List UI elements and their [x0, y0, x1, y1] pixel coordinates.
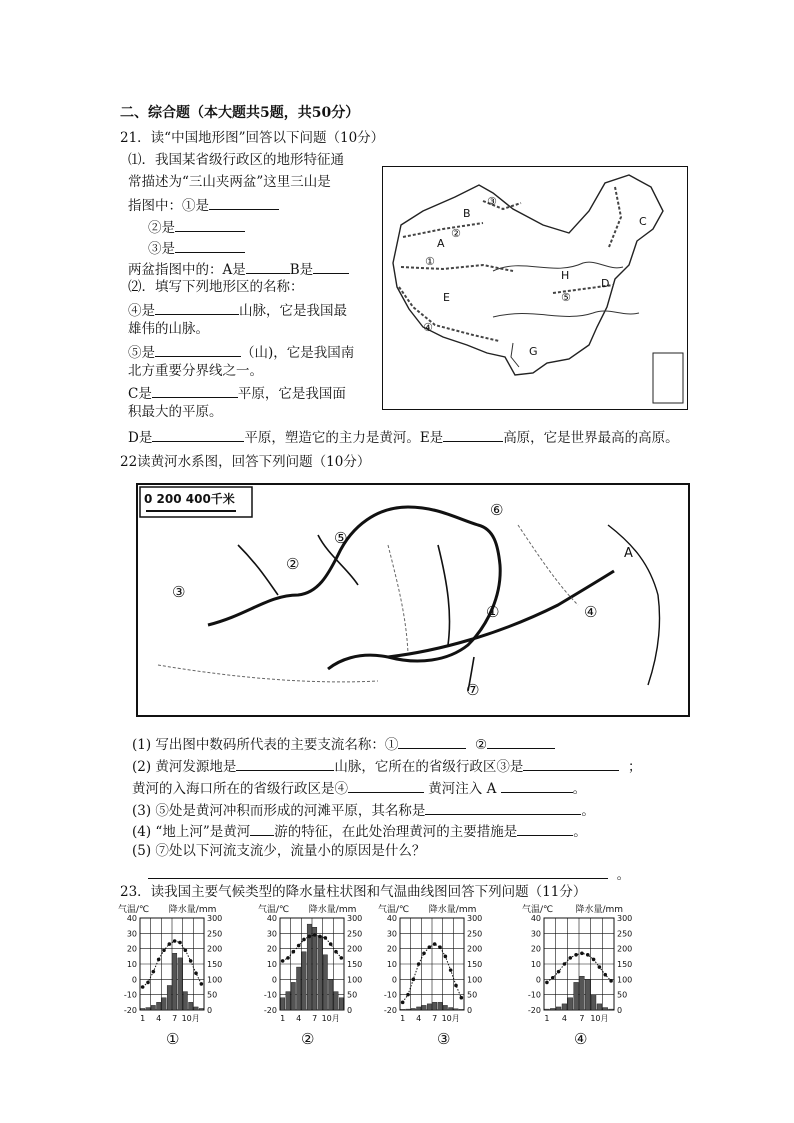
q22-p3b: 黄河注入 A: [428, 781, 497, 797]
tick-label-temp: 20: [266, 944, 277, 954]
q21-line5: [148, 240, 245, 257]
answer-blank[interactable]: [236, 758, 334, 771]
answer-blank[interactable]: [523, 758, 619, 771]
x-tick-label: 7: [432, 1014, 438, 1023]
china-terrain-map-drawing: [383, 167, 687, 409]
yellow-river-lower: [388, 571, 614, 657]
q22-part4: [132, 802, 595, 819]
q21-line6a: 两盆指图中的：A是: [128, 262, 246, 278]
tick-label-temp: 20: [126, 944, 137, 954]
climate-chart-4: [522, 902, 638, 1024]
q22-part7: [148, 866, 630, 883]
answer-blank[interactable]: [175, 240, 245, 253]
q22-p1b: ②: [475, 737, 488, 753]
x-tick-label: 10月: [181, 1014, 200, 1023]
q22-p5b: 游的特征，在此处治理黄河的主要措施是: [274, 824, 518, 840]
precip-bar: [603, 1008, 608, 1010]
temp-point: [292, 950, 296, 954]
temp-point: [422, 951, 426, 955]
q21-title: 21．读“中国地形图”回答以下问题（10分）: [120, 130, 385, 146]
tick-label-precip: 300: [467, 914, 483, 923]
precip-bar: [189, 1002, 193, 1010]
tick-label-precip: 250: [467, 929, 483, 939]
x-tick-label: 1: [280, 1014, 286, 1023]
precip-bar: [146, 1008, 150, 1010]
answer-blank[interactable]: [313, 261, 349, 274]
q21-line4-text: ②是: [148, 220, 175, 236]
tick-label-precip: 300: [347, 914, 363, 923]
map-label-A: A: [437, 237, 445, 250]
temp-point: [302, 938, 306, 942]
tick-label-precip: 200: [467, 944, 483, 954]
tick-label-precip: 100: [617, 975, 633, 985]
answer-blank[interactable]: [487, 736, 555, 749]
map-label-G: G: [529, 345, 538, 358]
q21-line6: [128, 261, 349, 278]
temp-point: [551, 976, 555, 980]
temp-point: [313, 933, 317, 937]
temp-point: [460, 996, 464, 1000]
q21-line1: ⑴．我国某省级行政区的地形特征通: [128, 152, 344, 168]
precip-bar: [183, 992, 187, 1010]
temp-point: [444, 955, 448, 959]
precip-bar: [609, 1009, 614, 1010]
q22-p3c: 。: [572, 781, 587, 797]
q22-part2: [132, 758, 642, 775]
precip-bar: [178, 958, 182, 1010]
tick-label-precip: 250: [617, 929, 633, 939]
tick-label-precip: 200: [347, 944, 363, 954]
axis-title-temp: 气温/℃: [522, 905, 554, 915]
map-label-3: ③: [487, 195, 497, 208]
temp-point: [308, 935, 312, 939]
map-label-2: ②: [451, 227, 461, 240]
q21-line11: 北方重要分界线之一。: [128, 363, 263, 379]
temp-point: [194, 971, 198, 975]
precip-bar: [281, 998, 285, 1010]
tick-label-temp: 30: [126, 929, 137, 939]
tick-label-precip: 200: [207, 944, 223, 954]
tick-label-precip: 0: [617, 1006, 623, 1015]
yellow-river-map: [136, 483, 690, 717]
axis-title-precip: 降水量/mm: [168, 905, 217, 915]
tick-label-precip: 0: [467, 1006, 473, 1015]
axis-title-precip: 降水量/mm: [308, 905, 357, 915]
axis-title-temp: 气温/℃: [258, 905, 290, 915]
q21-line14: [128, 429, 679, 446]
q22-p7: 。: [616, 867, 631, 883]
precip-bar: [438, 1002, 442, 1010]
tick-label-temp: -10: [383, 990, 397, 1000]
temp-point: [557, 970, 561, 974]
mountain-range-ne: [609, 187, 621, 247]
south-sea-inset: [653, 353, 683, 403]
precip-bar: [339, 998, 343, 1010]
map-label-4: ④: [423, 321, 433, 334]
province-border: [388, 545, 408, 653]
tick-label-precip: 150: [207, 960, 223, 969]
province-border: [518, 525, 578, 605]
temp-point: [574, 953, 578, 957]
precip-bar: [194, 1007, 198, 1010]
river-label-4: ④: [584, 603, 598, 621]
river-label-7: ⑦: [466, 681, 480, 699]
temp-point: [318, 935, 322, 939]
q21-line14c: 高原，它是世界最高的高原。: [503, 430, 679, 446]
temp-point: [189, 959, 193, 963]
temp-point: [173, 939, 177, 943]
x-tick-label: 10月: [321, 1014, 340, 1023]
q22-part5: [132, 823, 587, 840]
chart-caption-1: ①: [166, 1030, 180, 1048]
q21-line6b: B是: [289, 262, 314, 278]
precip-bar: [313, 927, 317, 1010]
tick-label-temp: -10: [123, 990, 137, 1000]
x-tick-label: 7: [579, 1014, 585, 1023]
answer-blank[interactable]: [398, 736, 466, 749]
tick-label-temp: 20: [386, 944, 397, 954]
temp-point: [401, 1001, 405, 1005]
tick-label-precip: 300: [617, 914, 633, 923]
axis-title-temp: 气温/℃: [118, 905, 150, 915]
map-label-H: H: [561, 269, 570, 282]
temp-point: [200, 982, 204, 986]
tick-label-temp: 30: [530, 929, 541, 939]
precip-bar: [550, 1008, 555, 1010]
answer-blank[interactable]: [155, 302, 239, 315]
river-sw: [511, 343, 519, 367]
q22-title: 22读黄河水系图，回答下列问题（10分）: [120, 454, 371, 470]
precip-bar: [323, 955, 327, 1010]
precip-bar: [597, 1004, 602, 1010]
q21-line10b: （山)，它是我国南: [241, 345, 355, 361]
precip-bar: [459, 1009, 463, 1010]
answer-blank[interactable]: [152, 385, 238, 398]
temp-point: [412, 978, 416, 982]
precip-bar: [329, 979, 333, 1010]
precip-bar: [411, 1008, 415, 1010]
precip-bar: [443, 1005, 447, 1010]
temp-point: [592, 958, 596, 962]
precip-bar: [591, 995, 596, 1010]
tick-label-temp: 40: [530, 914, 541, 923]
map-label-B: B: [463, 207, 471, 220]
tick-label-precip: 50: [347, 990, 358, 1000]
tick-label-temp: 30: [266, 929, 277, 939]
x-tick-label: 1: [544, 1014, 550, 1023]
x-tick-label: 4: [296, 1014, 302, 1023]
tick-label-temp: 20: [530, 944, 541, 954]
q21-line8a: ④是: [128, 303, 155, 319]
q21-line8b: 山脉，它是我国最: [239, 303, 347, 319]
precip-bar: [162, 998, 166, 1010]
q21-line12a: C是: [128, 386, 152, 402]
x-tick-label: 4: [416, 1014, 422, 1023]
answer-blank[interactable]: [443, 429, 503, 442]
q22-p1a: (1) 写出图中数码所代表的主要支流名称：①: [132, 737, 399, 753]
tick-label-precip: 250: [207, 929, 223, 939]
x-tick-label: 4: [561, 1014, 567, 1023]
precip-bar: [151, 1005, 155, 1010]
tick-label-temp: 0: [535, 975, 541, 985]
q22-p5a: (4) “地上河”是黄河: [132, 824, 251, 840]
tick-label-precip: 50: [617, 990, 628, 1000]
tick-label-temp: 10: [386, 960, 397, 969]
map-label-1: ①: [425, 255, 435, 268]
province-border: [158, 665, 378, 682]
precip-bar: [141, 1008, 145, 1010]
precip-bar: [157, 1002, 161, 1010]
precip-bar: [302, 952, 306, 1010]
precip-bar: [291, 982, 295, 1010]
precip-bar: [173, 953, 177, 1010]
precip-bar: [297, 967, 301, 1010]
precip-bar: [449, 1008, 453, 1010]
temp-point: [545, 981, 549, 985]
answer-blank[interactable]: [348, 780, 424, 793]
x-tick-label: 1: [400, 1014, 406, 1023]
temp-point: [449, 968, 453, 972]
temp-point: [281, 959, 285, 963]
tick-label-temp: 40: [266, 914, 277, 923]
yellow-river-map-drawing: [138, 485, 688, 715]
x-tick-label: 10月: [441, 1014, 460, 1023]
q22-part6: (5) ⑦处以下河流支流少，流量小的原因是什么？: [132, 843, 426, 859]
tick-label-temp: 10: [126, 960, 137, 969]
river-label-5: ⑤: [334, 529, 348, 547]
river-label-2: ②: [286, 555, 300, 573]
precip-bar: [318, 936, 322, 1010]
tick-label-temp: -20: [527, 1006, 541, 1015]
q22-p2a: (2) 黄河发源地是: [132, 759, 237, 775]
precip-bar: [580, 976, 585, 1010]
tick-label-precip: 150: [617, 960, 633, 969]
precip-bar: [574, 982, 579, 1010]
tick-label-temp: 10: [266, 960, 277, 969]
q21-line10a: ⑤是: [128, 345, 155, 361]
precip-bar: [286, 992, 290, 1010]
answer-blank[interactable]: [425, 802, 581, 815]
q22-p5c: 。: [573, 824, 587, 840]
temp-point: [184, 948, 188, 952]
temp-point: [168, 942, 172, 946]
temp-point: [454, 984, 458, 988]
precip-bar: [417, 1007, 421, 1010]
q23-title: 23．读我国主要气候类型的降水量柱状图和气温曲线图回答下列问题（11分）: [120, 884, 587, 900]
tick-label-temp: 0: [271, 975, 277, 985]
river-label-A: A: [624, 546, 633, 561]
temp-point: [438, 945, 442, 949]
tick-label-temp: -10: [527, 990, 541, 1000]
river-label-3: ③: [172, 583, 186, 601]
temp-point: [609, 979, 613, 983]
answer-blank[interactable]: [501, 780, 573, 793]
climate-chart-3-svg: [378, 902, 488, 1024]
precip-bar: [334, 992, 338, 1010]
q22-p2c: ；: [628, 759, 642, 775]
tick-label-temp: 0: [131, 975, 137, 985]
climate-chart-1-svg: [118, 902, 228, 1024]
temp-point: [586, 953, 590, 957]
tick-label-precip: 300: [207, 914, 223, 923]
temp-point: [563, 962, 567, 966]
answer-blank[interactable]: [246, 261, 290, 274]
tick-label-precip: 200: [617, 944, 633, 954]
answer-blank[interactable]: [250, 823, 274, 836]
tick-label-precip: 100: [467, 975, 483, 985]
yellow-river-line: [493, 262, 623, 271]
temp-point: [428, 945, 432, 949]
map-label-E: E: [443, 291, 450, 304]
temp-point: [324, 936, 328, 940]
q21-line2: 常描述为“三山夹两盆”这里三山是: [128, 174, 331, 190]
answer-blank[interactable]: [155, 344, 241, 357]
temp-point: [286, 956, 290, 960]
temp-point: [329, 942, 333, 946]
tick-label-temp: 10: [530, 960, 541, 969]
tick-label-precip: 150: [347, 960, 363, 969]
tick-label-precip: 250: [347, 929, 363, 939]
river-label-1: ①: [486, 603, 500, 621]
scale-text: 0 200 400千米: [144, 492, 235, 506]
x-tick-label: 7: [172, 1014, 178, 1023]
temp-point: [598, 965, 602, 969]
x-tick-label: 10月: [590, 1014, 609, 1023]
map-label-C: C: [639, 215, 647, 228]
axis-title-temp: 气温/℃: [378, 905, 410, 915]
q21-line10: [128, 344, 354, 361]
temp-point: [406, 993, 410, 997]
china-terrain-map: [382, 166, 688, 410]
tick-label-precip: 150: [467, 960, 483, 969]
answer-blank[interactable]: [209, 197, 279, 210]
q21-line14a: D是: [128, 430, 153, 446]
precip-bar: [562, 1004, 567, 1010]
tick-label-temp: -10: [263, 990, 277, 1000]
precip-bar: [568, 998, 573, 1010]
precip-bar: [433, 1002, 437, 1010]
axis-title-precip: 降水量/mm: [575, 905, 624, 915]
temp-point: [580, 951, 584, 955]
x-tick-label: 1: [140, 1014, 146, 1023]
temp-point: [603, 973, 607, 977]
precip-bar: [401, 1009, 405, 1010]
climate-chart-2-svg: [258, 902, 368, 1024]
tick-label-precip: 0: [347, 1006, 353, 1015]
section-title: 二、综合题（本大题共5题，共50分）: [120, 105, 360, 121]
x-tick-label: 4: [156, 1014, 162, 1023]
tributary-2: [238, 545, 278, 595]
tick-label-precip: 0: [207, 1006, 213, 1015]
tributary-1: [438, 545, 450, 645]
x-tick-label: 7: [312, 1014, 318, 1023]
chart-caption-3: ③: [437, 1030, 451, 1048]
tick-label-precip: 100: [347, 975, 363, 985]
q22-p2b: 山脉，它所在的省级行政区③是: [334, 759, 524, 775]
tick-label-temp: 40: [126, 914, 137, 923]
temp-point: [334, 950, 338, 954]
river-label-6: ⑥: [490, 501, 504, 519]
map-label-D: D: [601, 277, 610, 290]
temp-point: [433, 942, 437, 946]
temp-point: [152, 970, 156, 974]
yangtze-river-line: [493, 311, 639, 317]
answer-blank[interactable]: [517, 823, 573, 836]
temp-point: [141, 985, 145, 989]
tick-label-temp: -20: [123, 1006, 137, 1015]
temp-point: [157, 958, 161, 962]
q21-line3: [128, 197, 279, 214]
chart-caption-2: ②: [301, 1030, 315, 1048]
mountain-range-2: [403, 223, 483, 237]
precip-bar: [585, 979, 590, 1010]
precip-bar: [167, 985, 171, 1010]
q22-part3: [132, 780, 586, 797]
q21-line3-text: 指图中：①是: [128, 198, 209, 214]
climate-chart-3: [378, 902, 488, 1024]
climate-chart-4-svg: [522, 902, 638, 1024]
answer-blank[interactable]: [152, 429, 244, 442]
tick-label-precip: 50: [467, 990, 478, 1000]
q21-line14b: 平原，塑造它的主力是黄河。E是: [244, 430, 444, 446]
axis-title-precip: 降水量/mm: [428, 905, 477, 915]
precip-bar: [545, 1009, 550, 1010]
china-outline: [393, 175, 663, 375]
q21-line7: ⑵．填写下列地形区的名称：: [128, 279, 304, 295]
temp-point: [568, 956, 572, 960]
precip-bar: [427, 1004, 431, 1010]
tick-label-temp: -20: [263, 1006, 277, 1015]
temp-point: [178, 941, 182, 945]
precip-bar: [406, 1009, 410, 1010]
temp-point: [417, 962, 421, 966]
tick-label-temp: 30: [386, 929, 397, 939]
coastline: [608, 525, 660, 685]
q22-part1: [132, 736, 555, 753]
temp-point: [146, 981, 150, 985]
q21-line5-text: ③是: [148, 241, 175, 257]
tick-label-temp: 0: [391, 975, 397, 985]
temp-point: [162, 948, 166, 952]
answer-line[interactable]: [148, 866, 608, 879]
q21-line8: [128, 302, 347, 319]
climate-chart-1: [118, 902, 228, 1024]
q22-p4a: (3) ⑤处是黄河冲积而形成的河滩平原，其名称是: [132, 803, 426, 819]
precip-bar: [199, 1008, 203, 1010]
map-label-5: ⑤: [561, 291, 571, 304]
q22-p3a: 黄河的入海口所在的省级行政区是④: [132, 781, 348, 797]
precip-bar: [422, 1005, 426, 1010]
answer-blank[interactable]: [175, 219, 245, 232]
q22-p4b: 。: [581, 803, 595, 819]
tick-label-temp: 40: [386, 914, 397, 923]
temp-point: [297, 944, 301, 948]
tick-label-precip: 100: [207, 975, 223, 985]
climate-chart-2: [258, 902, 368, 1024]
precip-bar: [556, 1007, 561, 1010]
q21-line4: [148, 219, 245, 236]
q21-line12b: 平原，它是我国面: [237, 386, 346, 402]
temp-point: [340, 956, 344, 960]
q21-line13: 积最大的平原。: [128, 404, 223, 420]
precip-bar: [454, 1009, 458, 1010]
tick-label-precip: 50: [207, 990, 218, 1000]
chart-caption-4: ④: [574, 1030, 588, 1048]
q21-line12: [128, 385, 346, 402]
tick-label-temp: -20: [383, 1006, 397, 1015]
q21-line9: 雄伟的山脉。: [128, 321, 209, 337]
